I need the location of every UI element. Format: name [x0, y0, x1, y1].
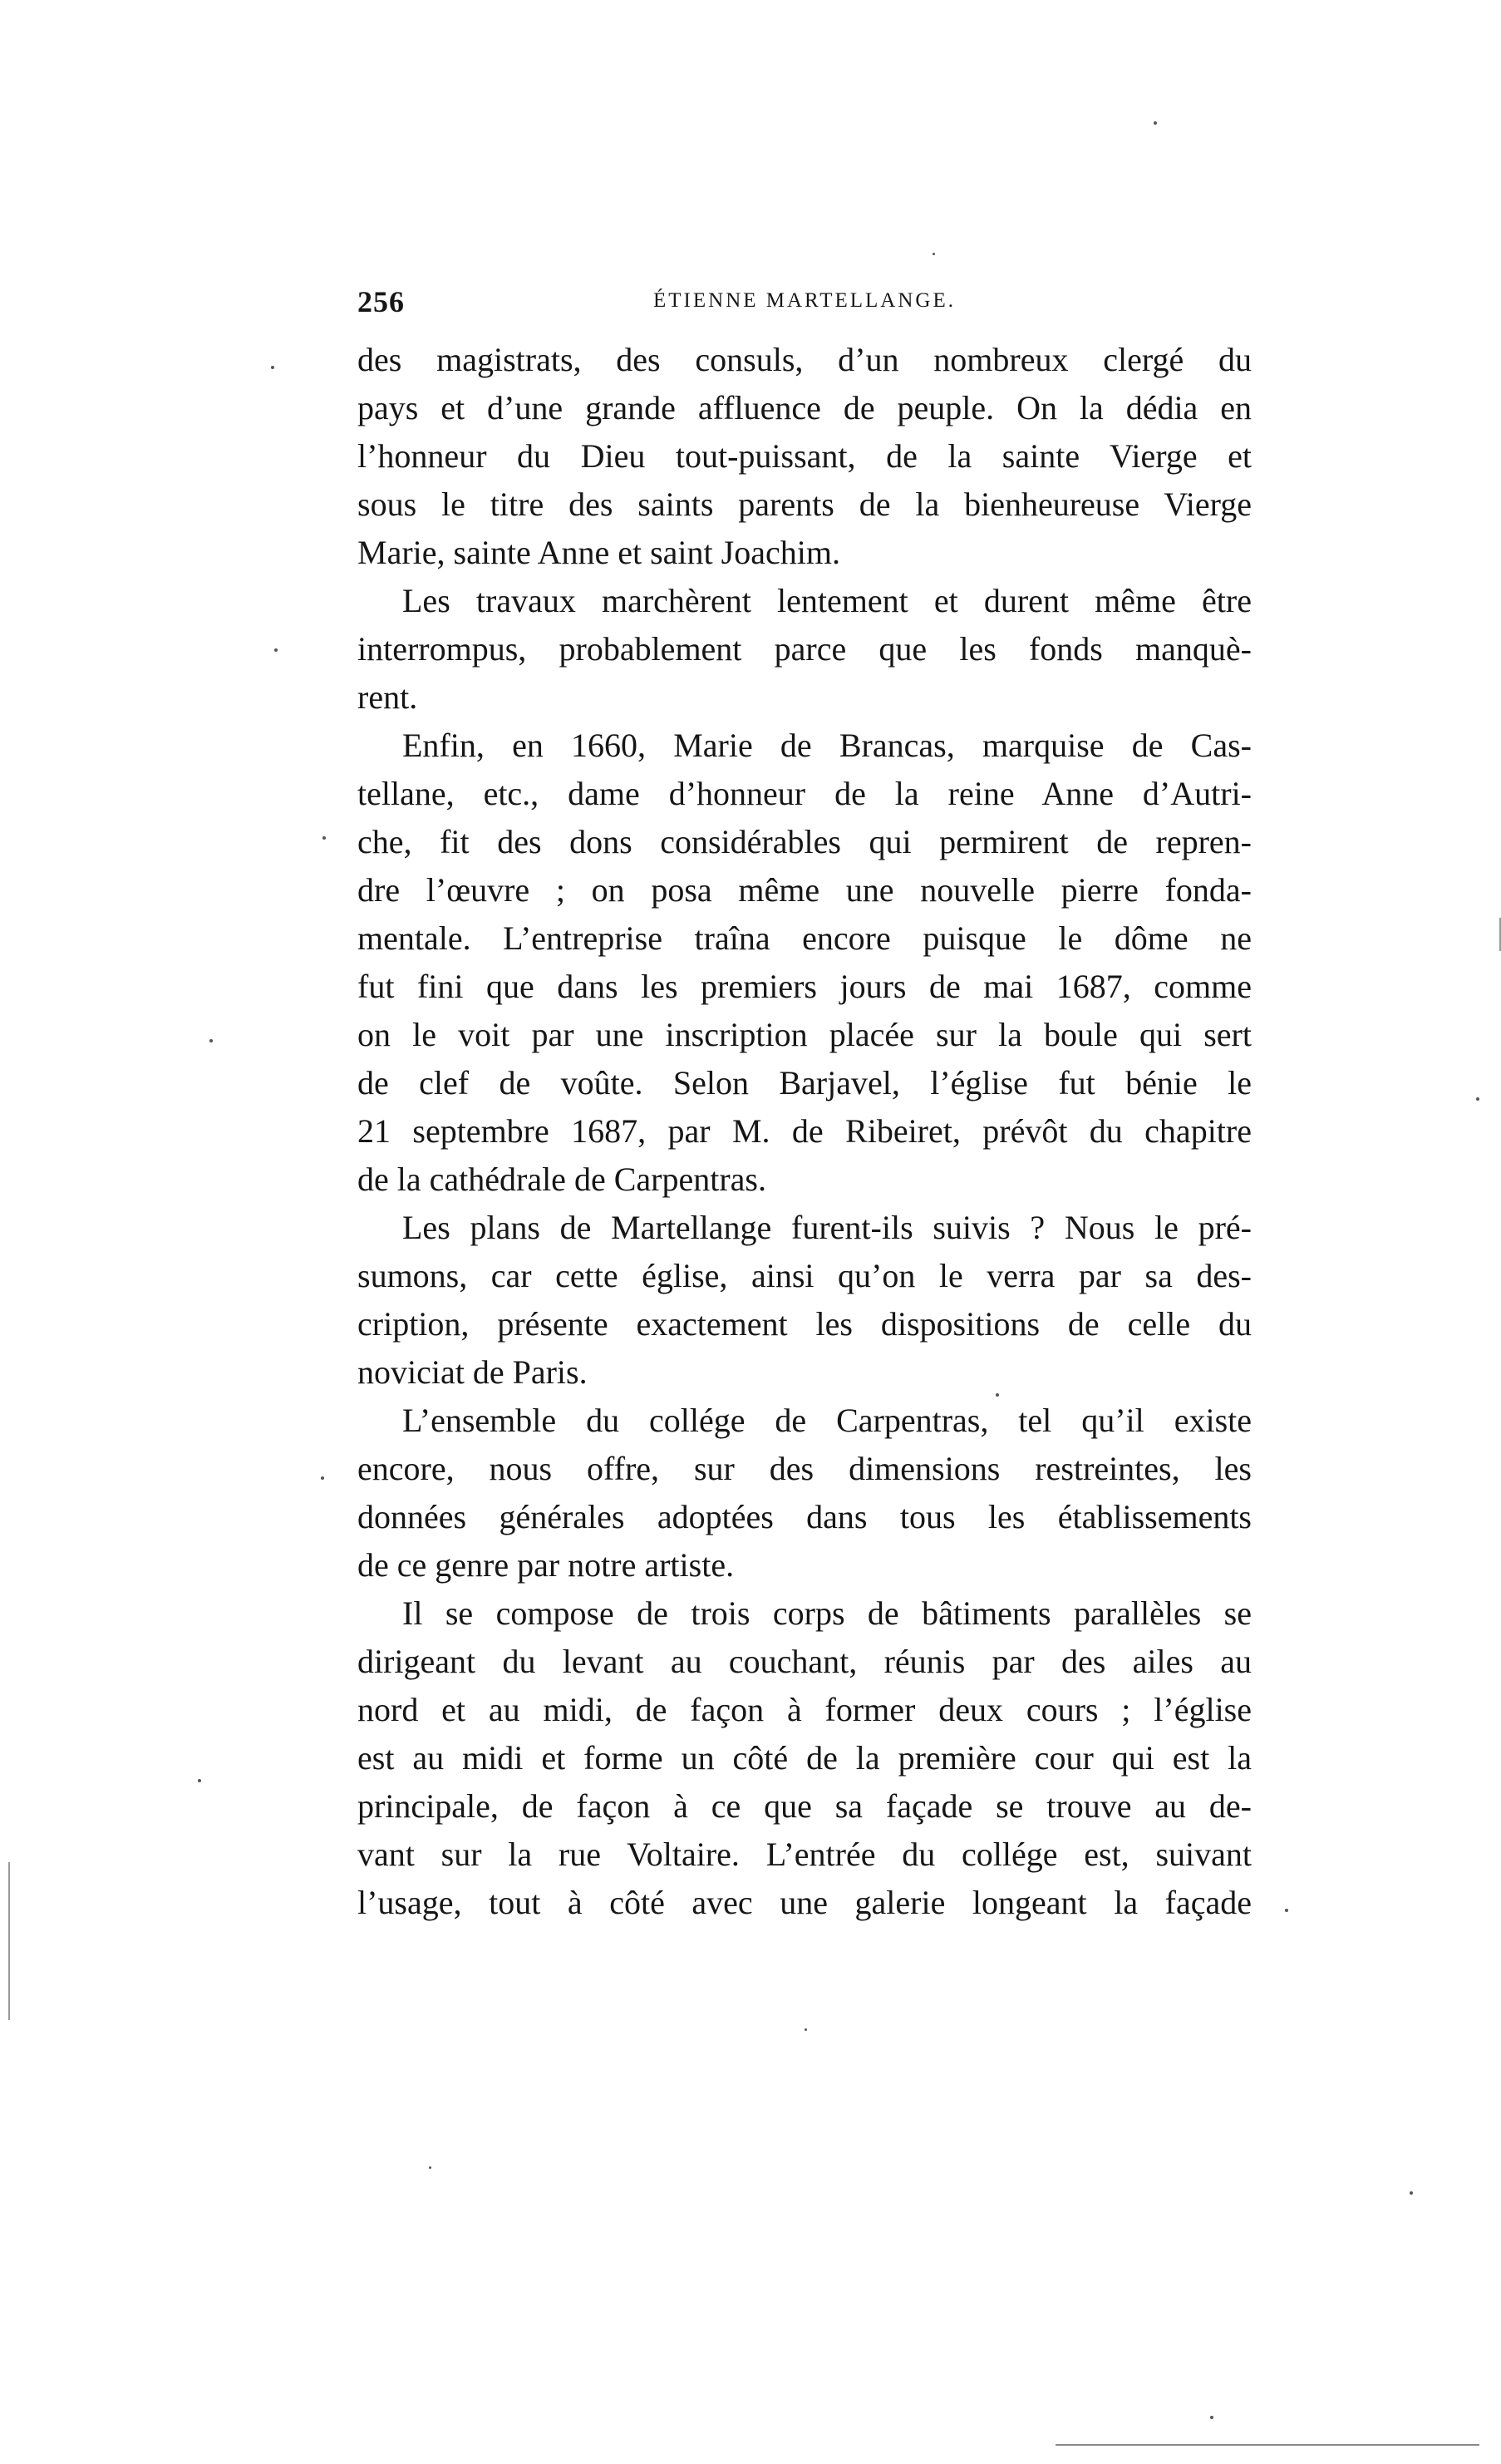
scan-speck: [1210, 2416, 1213, 2419]
text-line: des magistrats, des consuls, d’un nombreux clergé du: [357, 341, 1252, 378]
text-line: mentale. L’entreprise traîna encore puisque le dôme ne: [357, 919, 1252, 957]
scan-speck: [933, 253, 935, 255]
text-line: L’ensemble du collége de Carpentras, tel qu’il existe: [402, 1402, 1252, 1439]
scan-speck: [1285, 1909, 1288, 1912]
text-line: pays et d’une grande affluence de peuple. On la dédia en: [357, 389, 1252, 426]
scan-speck: [1154, 121, 1157, 125]
scan-speck: [321, 1476, 324, 1480]
scan-speck: [198, 1779, 201, 1782]
text-line: est au midi et forme un côté de la première cour qui est la: [357, 1739, 1252, 1777]
text-line: l’honneur du Dieu tout-puissant, de la sainte Vierge et: [357, 437, 1252, 475]
text-line: principale, de façon à ce que sa façade se trouve au de-: [357, 1787, 1252, 1825]
scan-speck: [274, 648, 278, 652]
scan-edge-line: [1056, 2444, 1479, 2446]
scan-speck: [1410, 2191, 1413, 2195]
text-line: Les travaux marchèrent lentement et durent même être: [402, 582, 1252, 619]
text-line: Les plans de Martellange furent-ils suivis ? Nous le pré-: [402, 1209, 1252, 1246]
body-text: [357, 336, 1252, 1927]
text-line: de la cathédrale de Carpentras.: [357, 1161, 766, 1198]
scan-speck: [805, 2028, 807, 2031]
text-line: de ce genre par notre artiste.: [357, 1546, 735, 1584]
paragraph: [357, 722, 1252, 1204]
text-line: de clef de voûte. Selon Barjavel, l’église fut bénie le: [357, 1064, 1252, 1101]
text-line: Il se compose de trois corps de bâtiments parallèles se: [402, 1594, 1252, 1632]
text-line: cription, présente exactement les dispositions de celle du: [357, 1305, 1252, 1343]
paragraph: [357, 336, 1252, 577]
paragraph: [357, 577, 1252, 722]
page-header: [357, 284, 1252, 326]
text-line: dirigeant du levant au couchant, réunis par des ailes au: [357, 1643, 1252, 1680]
text-line: Marie, sainte Anne et saint Joachim.: [357, 534, 840, 571]
text-line: dre l’œuvre ; on posa même une nouvelle pierre fonda-: [357, 871, 1252, 909]
text-line: interrompus, probablement parce que les fonds manquè-: [357, 630, 1252, 668]
page-number: 256: [357, 285, 405, 318]
text-line: sous le titre des saints parents de la bienheureuse Vierge: [357, 485, 1252, 523]
text-line: che, fit des dons considérables qui permirent de repren-: [357, 823, 1252, 860]
scan-speck: [209, 1039, 213, 1042]
scan-speck: [996, 1393, 999, 1397]
text-line: fut fini que dans les premiers jours de mai 1687, comme: [357, 968, 1252, 1005]
text-line: vant sur la rue Voltaire. L’entrée du collége est, suivant: [357, 1836, 1252, 1873]
text-line: l’usage, tout à côté avec une galerie longeant la façade: [357, 1884, 1252, 1921]
scan-speck: [429, 2166, 431, 2169]
text-line: données générales adoptées dans tous les établissements: [357, 1498, 1252, 1535]
text-line: Enfin, en 1660, Marie de Brancas, marquise de Cas-: [402, 727, 1252, 764]
scan-speck: [1476, 1097, 1479, 1101]
text-line: encore, nous offre, sur des dimensions restreintes, les: [357, 1450, 1252, 1487]
text-line: on le voit par une inscription placée sur la boule qui sert: [357, 1016, 1252, 1053]
paragraph: [357, 1589, 1252, 1927]
text-line: sumons, car cette église, ainsi qu’on le verra par sa des-: [357, 1257, 1252, 1294]
text-line: rent.: [357, 678, 418, 716]
text-line: tellane, etc., dame d’honneur de la reine Anne d’Autri-: [357, 775, 1252, 812]
running-title: ÉTIENNE MARTELLANGE.: [653, 289, 956, 312]
scan-edge-mark: [8, 1862, 10, 2020]
paragraph: [357, 1397, 1252, 1589]
text-line: 21 septembre 1687, par M. de Ribeiret, prévôt du chapitre: [357, 1112, 1252, 1150]
paragraph: [357, 1204, 1252, 1397]
scan-speck: [271, 366, 274, 369]
scan-speck: [322, 836, 326, 840]
text-line: nord et au midi, de façon à former deux cours ; l’église: [357, 1691, 1252, 1728]
text-line: noviciat de Paris.: [357, 1353, 588, 1391]
